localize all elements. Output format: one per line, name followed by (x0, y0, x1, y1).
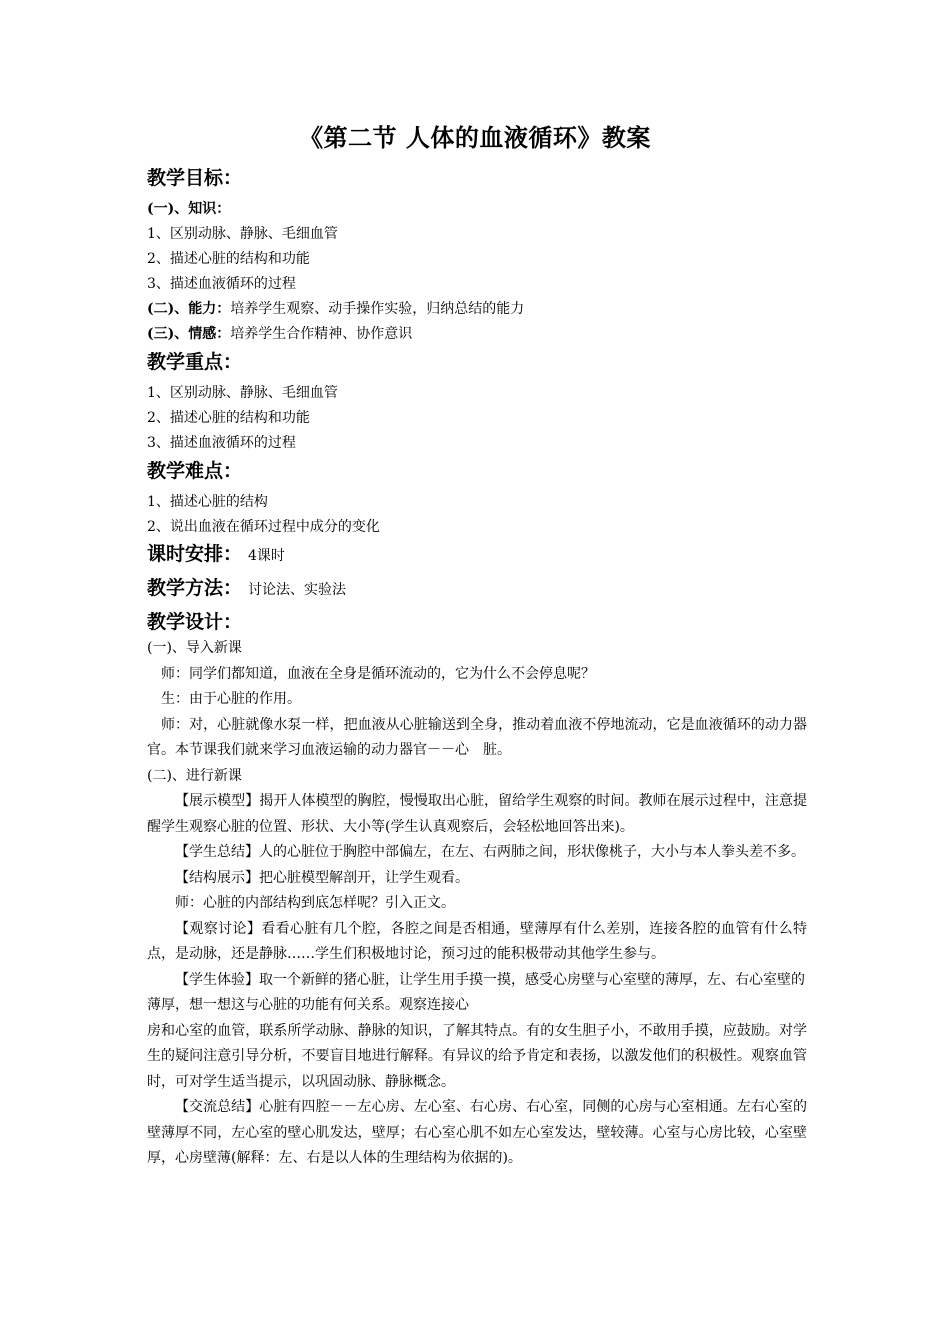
methods-value: 讨论法、实验法 (248, 582, 347, 598)
emotion-text: 培养学生合作精神、协作意识 (230, 326, 413, 342)
methods-heading: 教学方法： (147, 577, 243, 599)
emotion-label: (三)、情感： (147, 326, 231, 342)
knowledge-item-1: 1、区别动脉、静脉、毛细血管 (147, 226, 338, 242)
schedule-value: 4课时 (248, 548, 285, 564)
teacher-line-2: 师：对，心脏就像水泵一样，把血液从心脏输送到全身，推动着血液不停地流动，它是血液循环的动力器官。本节课我们就来学习血液运输的动力器官－－心 脏。 (147, 716, 807, 758)
student-line-1: 生：由于心脏的作用。 (161, 691, 301, 707)
document-title: 《第二节 人体的血液循环》教案 (299, 124, 651, 152)
schedule-heading: 课时安排： (147, 543, 243, 565)
ability-line (147, 298, 524, 318)
paragraph-structure-display: 【结构展示】把心脏模型解剖开，让学生观看。 (175, 869, 469, 886)
teacher-line-1: 师：同学们都知道，血液在全身是循环流动的，它为什么不会停息呢？ (161, 665, 595, 682)
key-point-item-2: 2、描述心脏的结构和功能 (147, 410, 310, 426)
paragraph-exchange-summary: 【交流总结】心脏有四腔－－左心房、左心室、右心房、右心室，同侧的心房与心室相通。左右心室的壁薄厚不同，左心室的壁心肌发达，壁厚；右心室心肌不如左心室发达，壁较薄。心室与心房比较，心室壁厚，心房壁薄(解释：左、右是以人体的生理结构为依据的)。 (147, 1099, 807, 1166)
paragraph-student-summary: 【学生总结】人的心脏位于胸腔中部偏左，在左、右两肺之间，形状像桃子，大小与本人拳头差不多。 (175, 844, 805, 860)
paragraph-student-experience-cont: 房和心室的血管，联系所学动脉、静脉的知识，了解其特点。有的女生胆子小，不敢用手摸，应鼓励。对学生的疑问注意引导分析，不要盲目地进行解释。有异议的给予肯定和表扬，以激发他们的积极性。观察血管时，可对学生适当提示，以巩固动脉、静脉概念。 (147, 1022, 807, 1090)
emotion-line (147, 323, 412, 343)
key-point-item-1: 1、区别动脉、静脉、毛细血管 (147, 385, 338, 401)
key-points-heading: 教学重点： (147, 351, 243, 373)
teacher-line-3: 师：心脏的内部结构到底怎样呢？引入正文。 (175, 895, 455, 911)
paragraph-observe-discuss: 【观察讨论】看看心脏有几个腔，各腔之间是否相通，壁薄厚有什么差别，连接各腔的血管有什么特点，是动脉，还是静脉……学生们积极地讨论，预习过的能积极带动其他学生参与。 (147, 920, 807, 962)
ability-text: 培养学生观察、动手操作实验，归纳总结的能力 (230, 301, 525, 317)
section-intro-heading: (一)、导入新课 (147, 640, 242, 656)
ability-label: (二)、能力： (147, 301, 231, 317)
knowledge-item-3: 3、描述血液循环的过程 (147, 276, 296, 292)
difficulty-item-1: 1、描述心脏的结构 (147, 494, 268, 510)
difficulty-item-2: 2、说出血液在循环过程中成分的变化 (147, 519, 380, 535)
paragraph-student-experience: 【学生体验】取一个新鲜的猪心脏，让学生用手摸一摸，感受心房壁与心室壁的薄厚，左、右心室壁的薄厚，想一想这与心脏的功能有何关系。观察连接心 (147, 971, 805, 1013)
methods-line (147, 573, 346, 600)
key-point-item-3: 3、描述血液循环的过程 (147, 435, 296, 451)
objectives-heading: 教学目标： (147, 167, 243, 189)
design-body (147, 636, 807, 1172)
design-heading: 教学设计： (147, 611, 243, 633)
section-new-lesson-heading: (二)、进行新课 (147, 767, 242, 784)
schedule-line (147, 539, 285, 566)
knowledge-item-2: 2、描述心脏的结构和功能 (147, 251, 310, 267)
difficulties-heading: 教学难点： (147, 460, 243, 482)
knowledge-label: (一)、知识： (147, 201, 231, 217)
paragraph-show-model: 【展示模型】揭开人体模型的胸腔，慢慢取出心脏，留给学生观察的时间。教师在展示过程中，注意提醒学生观察心脏的位置、形状、大小等(学生认真观察后，会轻松地回答出来)。 (147, 793, 807, 835)
